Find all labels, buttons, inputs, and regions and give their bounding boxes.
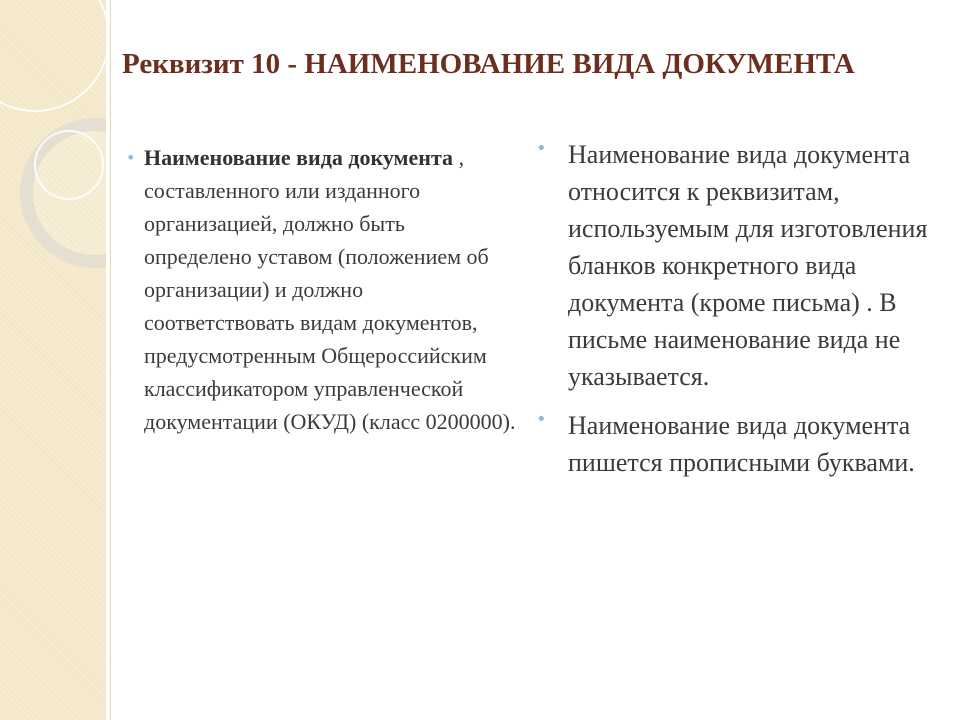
decorative-ring-small xyxy=(34,130,104,200)
paragraph-text: Наименование вида документа пишется прописными буквами. xyxy=(568,411,915,477)
decorative-ring-top xyxy=(0,0,106,112)
paragraph-text: , составленного или изданного организацией, должно быть определено уставом (положением об организации) и должно соответствовать видам документов, предусмотренным Общероссийским классификатором управленческой документации (ОКУД) (класс 0200000). xyxy=(144,145,516,434)
sidebar-divider xyxy=(110,0,111,720)
bullet-icon: • xyxy=(536,409,547,430)
bold-term: Наименование вида документа xyxy=(144,145,454,170)
right-bullet-paragraph-2 xyxy=(534,407,934,481)
bullet-icon: • xyxy=(536,138,547,159)
right-bullet-paragraph-1 xyxy=(534,136,934,395)
decorative-sidebar xyxy=(0,0,106,720)
left-column xyxy=(124,141,516,438)
bullet-icon: • xyxy=(126,148,136,167)
paragraph-text: Наименование вида документа относится к реквизитам, используемым для изготовления бланков конкретного вида документа (кроме письма) . В письме наименование вида не указывается. xyxy=(568,140,928,391)
right-column xyxy=(534,136,934,493)
left-bullet-paragraph xyxy=(124,141,516,438)
slide-title: Реквизит 10 - НАИМЕНОВАНИЕ ВИДА ДОКУМЕНТА xyxy=(122,48,855,80)
